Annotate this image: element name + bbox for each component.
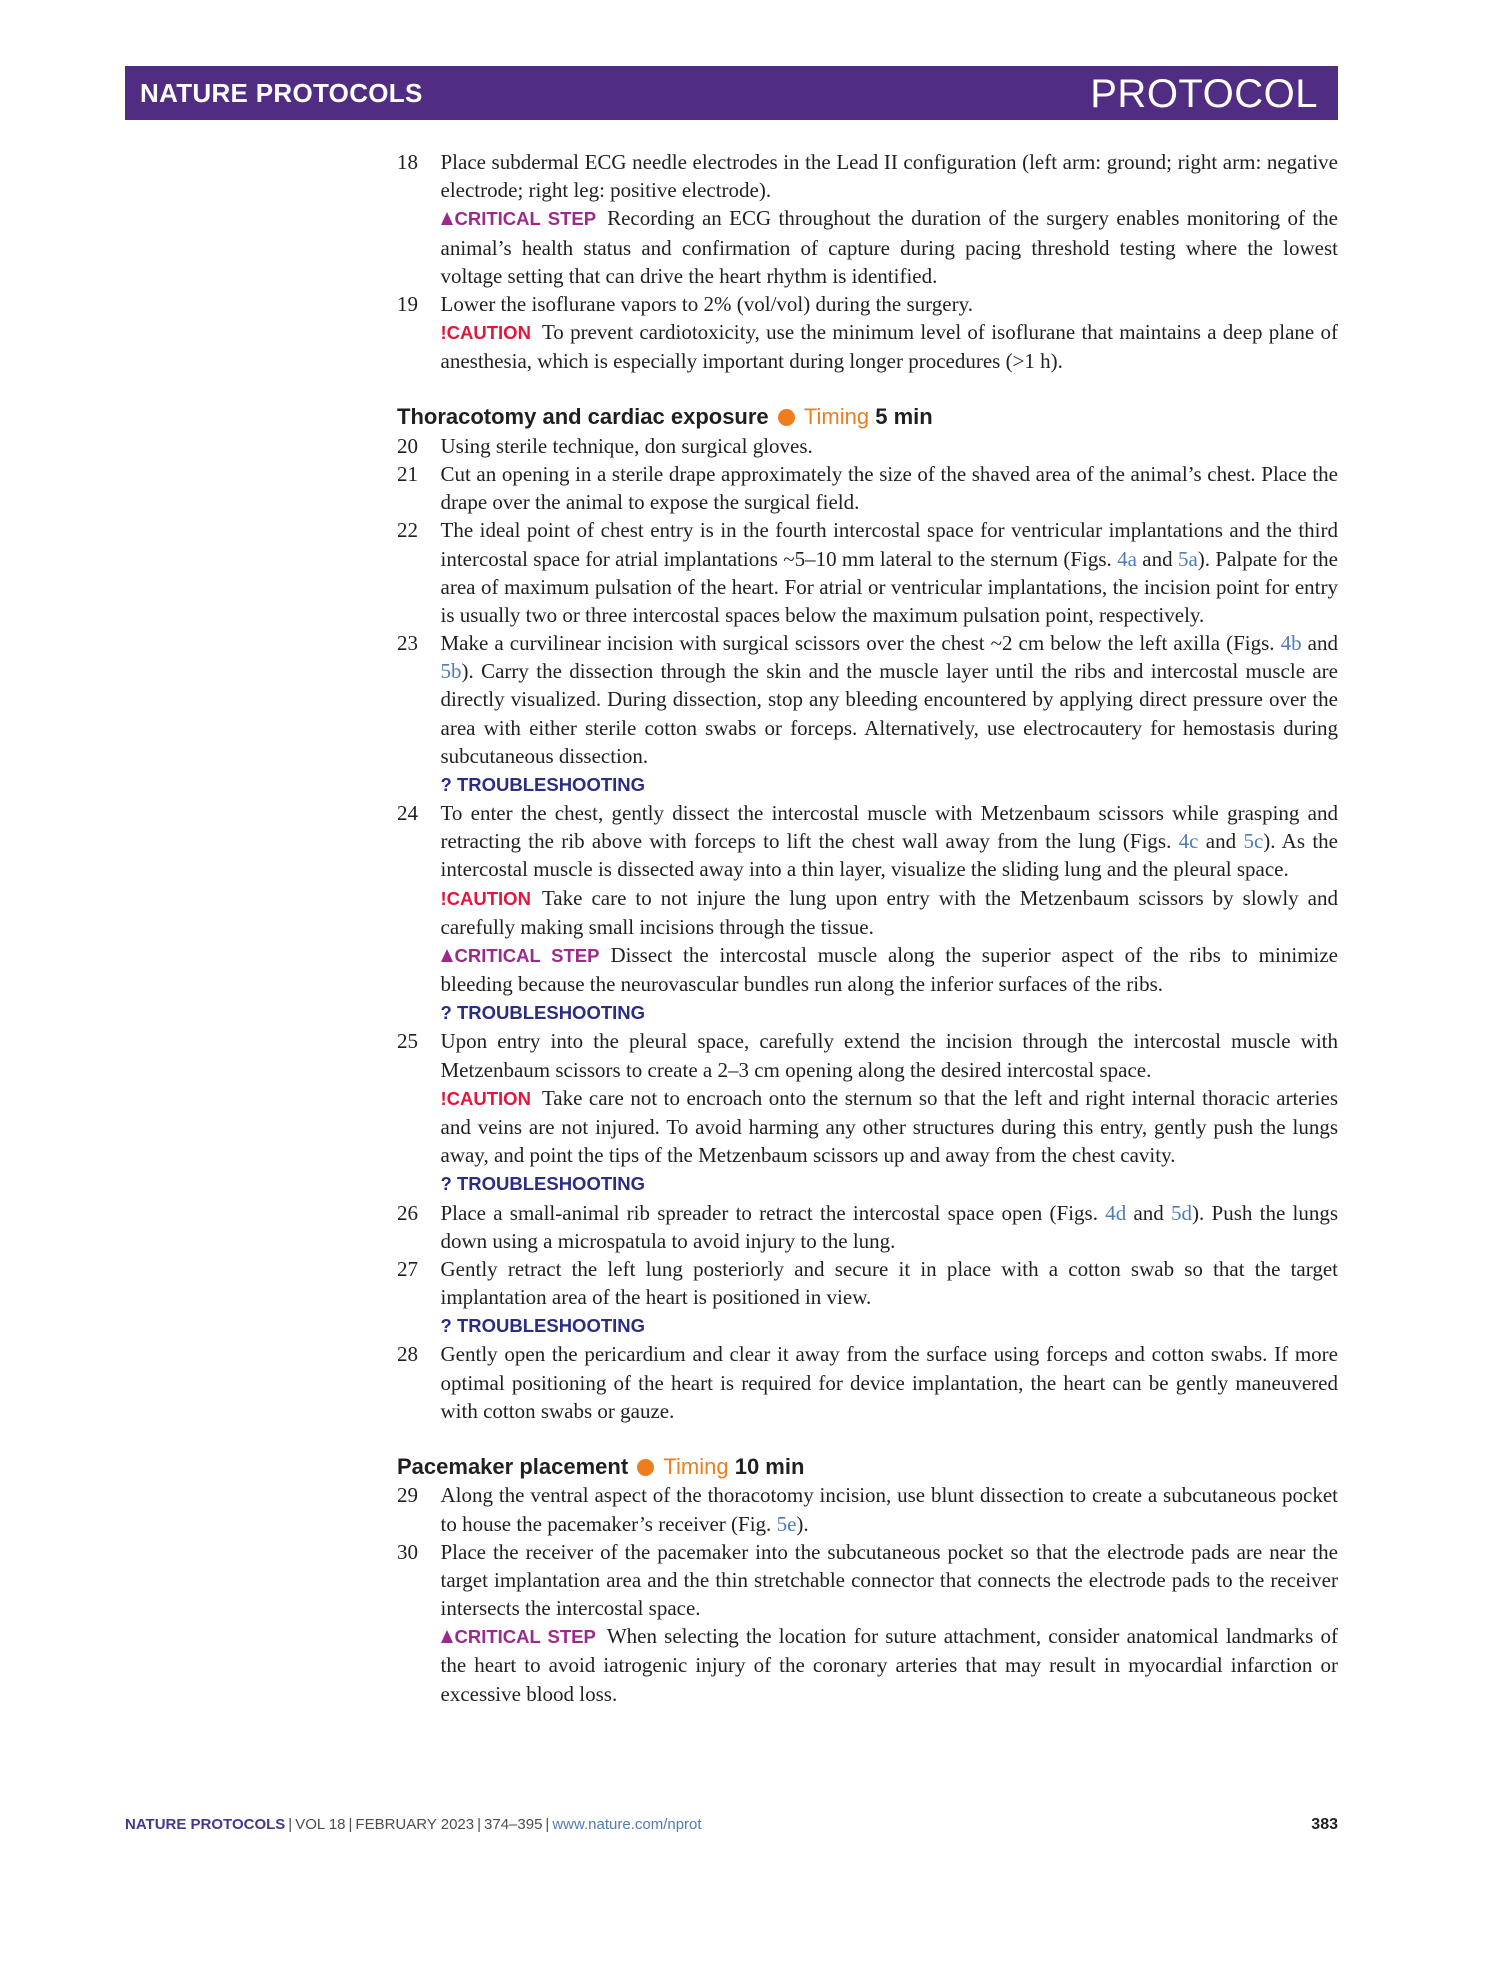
- step-text: To prevent cardiotoxicity, use the minimum level of isoflurane that maintains a deep plane of anesthesia, which is especially important during longer procedures (>1 h).: [440, 320, 1338, 374]
- step-text: Gently open the pericardium and clear it away from the surface using forceps and cotton swabs. If more optimal positioning of the heart is required for device implantation, the heart can be gently maneuvered with cotton swabs or gauze.: [440, 1342, 1338, 1423]
- section-title: Thoracotomy and cardiac exposure: [397, 404, 769, 430]
- item-text: [441, 1481, 1339, 1537]
- item-text: [441, 941, 1339, 998]
- footer-volume: VOL 18: [295, 1816, 346, 1833]
- step-25: [397, 1027, 1338, 1083]
- critical-label-text: CRITICAL STEP: [454, 944, 600, 966]
- figure-link[interactable]: 4d: [1105, 1200, 1127, 1225]
- step-number: 22: [397, 518, 418, 543]
- caution-label: [441, 322, 531, 343]
- step-number: 29: [397, 1483, 418, 1508]
- item-text: [441, 204, 1339, 290]
- critical-label: [441, 945, 600, 966]
- critical-note: [397, 1622, 1338, 1708]
- caution-note: [397, 884, 1338, 941]
- timing-dot-icon: [778, 409, 795, 426]
- section-heading: [397, 403, 1338, 432]
- troubleshooting-label: [441, 1002, 646, 1023]
- step-number: 24: [397, 801, 418, 826]
- step-text: Take care to not injure the lung upon entry with the Metzenbaum scissors by slowly and carefully making small incisions through the tissue.: [440, 885, 1338, 939]
- critical-label: [441, 1626, 596, 1647]
- item-text: [441, 516, 1339, 629]
- footer-separator: |: [288, 1816, 293, 1833]
- footer-date: FEBRUARY 2023: [355, 1816, 475, 1833]
- figure-link[interactable]: 4b: [1280, 631, 1302, 656]
- step-text: and: [1198, 829, 1244, 854]
- step-text: ). Carry the dissection through the skin and the muscle layer until the ribs and intercostal muscle are directly visualized. During dissection, stop any bleeding encountered by applying direct pressure over the area with either sterile cotton swabs or forceps. Alternatively, use electrocautery for hemostasis during subcutaneous dissection.: [440, 659, 1338, 768]
- step-text: Gently retract the left lung posteriorly and secure it in place with a cotton swab so that the target implantation area of the heart is positioned in view.: [440, 1256, 1338, 1310]
- item-text: [441, 460, 1339, 516]
- item-text: [441, 1311, 1339, 1340]
- item-text: [441, 148, 1339, 204]
- caution-label-text: !CAUTION: [440, 1087, 531, 1109]
- step-19: [397, 290, 1338, 318]
- item-text: [441, 799, 1339, 884]
- step-number: 30: [397, 1539, 418, 1564]
- step-text: and: [1301, 631, 1338, 656]
- troubleshooting-note: [397, 1311, 1338, 1340]
- timing-label: Timing: [663, 1453, 729, 1479]
- critical-note: [397, 941, 1338, 998]
- step-number: 19: [397, 291, 418, 316]
- figure-link[interactable]: 5d: [1171, 1200, 1193, 1225]
- item-text: [441, 1255, 1339, 1311]
- caution-label: [441, 888, 531, 909]
- footer-citation: [125, 1814, 702, 1836]
- section-title: Pacemaker placement: [397, 1453, 629, 1479]
- step-number: 23: [397, 631, 418, 656]
- warning-triangle-icon: [441, 1630, 453, 1643]
- item-text: [441, 1169, 1339, 1198]
- step-text: Take care not to encroach onto the sternum so that the left and right internal thoracic arteries and veins are not injured. To avoid harming any other structures during this entry, gently push the lungs away, and point the tips of the Metzenbaum scissors up and away from the chest cavity.: [440, 1085, 1338, 1168]
- step-text: Upon entry into the pleural space, carefully extend the incision through the intercostal muscle with Metzenbaum scissors to create a 2–3 cm opening along the desired intercostal space.: [440, 1029, 1338, 1082]
- item-text: [441, 432, 1339, 460]
- step-text: When selecting the location for suture attachment, consider anatomical landmarks of the heart to avoid iatrogenic injury of the coronary arteries that may result in myocardial infarction or excessive blood loss.: [440, 1624, 1338, 1706]
- step-28: [397, 1340, 1338, 1425]
- step-number: 25: [397, 1029, 418, 1054]
- step-text: Cut an opening in a sterile drape approximately the size of the shaved area of the animal’s chest. Place the drape over the animal to expose the surgical field.: [440, 462, 1338, 515]
- item-text: [441, 1084, 1339, 1170]
- article-type: PROTOCOL: [1090, 72, 1318, 116]
- step-text: ). As the intercostal muscle is dissected away into a thin layer, visualize the sliding lung and the pleural space.: [440, 829, 1338, 882]
- step-text: Recording an ECG throughout the duration of the surgery enables monitoring of the animal’s health status and confirmation of capture during pacing threshold testing where the lowest voltage setting that can drive the heart rhythm is identified.: [440, 206, 1339, 288]
- journal-name: NATURE PROTOCOLS: [140, 78, 423, 108]
- step-text: and: [1136, 546, 1178, 571]
- step-text: Place a small-animal rib spreader to retract the intercostal space open (Figs.: [440, 1200, 1106, 1225]
- step-text: Make a curvilinear incision with surgical scissors over the chest ~2 cm below the left axilla (Figs.: [440, 631, 1281, 656]
- item-text: [441, 290, 1339, 318]
- step-number: 28: [397, 1342, 418, 1367]
- item-text: [441, 1538, 1339, 1623]
- timing-dot-icon: [637, 1459, 654, 1476]
- step-text: ). Palpate for the area of maximum pulsation of the heart. For atrial or ventricular implantations, the incision point for entry is usually two or three intercostal spaces below the maximum pulsation point, respectively.: [440, 546, 1338, 627]
- troubleshooting-note: [397, 770, 1338, 799]
- figure-link[interactable]: 5b: [440, 659, 462, 684]
- step-text: Place the receiver of the pacemaker into the subcutaneous pocket so that the electrode pads are near the target implantation area and the thin stretchable connector that connects the electrode pads to the receiver intersects the intercostal space.: [440, 1539, 1338, 1621]
- step-24: [397, 799, 1338, 884]
- step-number: 21: [397, 462, 418, 487]
- step-text: Using sterile technique, don surgical gloves.: [440, 433, 813, 458]
- step-21: [397, 460, 1338, 516]
- step-text: and: [1126, 1200, 1172, 1225]
- critical-label-text: CRITICAL STEP: [454, 208, 597, 230]
- step-text: ).: [796, 1511, 809, 1536]
- step-number: 18: [397, 150, 418, 174]
- troubleshooting-label-text: ? TROUBLESHOOTING: [440, 773, 646, 795]
- step-18: [397, 148, 1338, 204]
- troubleshooting-note: [397, 998, 1338, 1027]
- troubleshooting-label-text: ? TROUBLESHOOTING: [440, 1173, 646, 1195]
- item-text: [441, 884, 1339, 941]
- critical-label-text: CRITICAL STEP: [454, 1626, 596, 1648]
- footer-separator: |: [477, 1816, 482, 1833]
- footer-separator: |: [545, 1816, 550, 1833]
- page-header: [125, 66, 1338, 120]
- item-text: [441, 1027, 1339, 1083]
- figure-link[interactable]: 5c: [1243, 829, 1264, 854]
- timing-label: Timing: [803, 404, 870, 430]
- critical-label: [441, 208, 597, 229]
- troubleshooting-label: [441, 774, 646, 795]
- critical-note: [397, 204, 1338, 290]
- step-22: [397, 516, 1338, 629]
- figure-link[interactable]: 5e: [776, 1511, 797, 1536]
- figure-link[interactable]: 4c: [1178, 829, 1199, 854]
- timing-value: 5 min: [875, 404, 933, 430]
- item-text: [441, 1199, 1339, 1255]
- procedure-section: [397, 148, 1338, 375]
- item-text: [441, 1340, 1339, 1425]
- warning-triangle-icon: [441, 949, 453, 962]
- caution-label: [441, 1088, 531, 1109]
- step-23: [397, 629, 1338, 770]
- item-text: [441, 629, 1339, 770]
- page-footer: [125, 1814, 1338, 1836]
- step-number: 26: [397, 1200, 418, 1225]
- troubleshooting-label-text: ? TROUBLESHOOTING: [440, 1315, 646, 1337]
- section-heading: [397, 1453, 1338, 1482]
- caution-label-text: !CAUTION: [440, 322, 531, 344]
- footer-journal: NATURE PROTOCOLS: [125, 1816, 286, 1833]
- footer-separator: |: [348, 1816, 353, 1833]
- caution-label-text: !CAUTION: [440, 887, 531, 909]
- troubleshooting-label: [441, 1173, 646, 1194]
- caution-note: [397, 1084, 1338, 1170]
- footer-pages: 374–395: [484, 1816, 543, 1833]
- item-text: [441, 770, 1339, 799]
- item-text: [441, 998, 1339, 1027]
- step-number: 20: [397, 433, 418, 458]
- step-20: [397, 432, 1338, 460]
- troubleshooting-label-text: ? TROUBLESHOOTING: [440, 1002, 646, 1024]
- timing-value: 10 min: [734, 1453, 805, 1479]
- step-26: [397, 1199, 1338, 1255]
- step-text: Along the ventral aspect of the thoracotomy incision, use blunt dissection to create a subcutaneous pocket to house the pacemaker’s receiver (Fig.: [440, 1483, 1338, 1536]
- caution-note: [397, 318, 1338, 375]
- item-text: [441, 1622, 1339, 1708]
- step-text: Dissect the intercostal muscle along the superior aspect of the ribs to minimize bleeding because the neurovascular bundles run along the inferior surfaces of the ribs.: [440, 942, 1338, 997]
- troubleshooting-note: [397, 1169, 1338, 1198]
- step-30: [397, 1538, 1338, 1623]
- item-text: [441, 318, 1339, 375]
- step-text: Place subdermal ECG needle electrodes in the Lead II configuration (left arm: ground; right arm: negative electrode; right leg: positive electrode).: [440, 150, 1338, 203]
- figure-link[interactable]: 4a: [1117, 546, 1137, 571]
- footer-url-link[interactable]: www.nature.com/nprot: [552, 1816, 702, 1833]
- step-27: [397, 1255, 1338, 1311]
- page-number: 383: [1311, 1816, 1338, 1833]
- warning-triangle-icon: [441, 212, 453, 225]
- step-text: To enter the chest, gently dissect the intercostal muscle with Metzenbaum scissors while grasping and retracting the rib above with forceps to lift the chest wall away from the lung (Figs.: [440, 801, 1338, 854]
- step-text: ). Push the lungs down using a microspatula to avoid injury to the lung.: [440, 1200, 1339, 1253]
- step-text: Lower the isoflurane vapors to 2% (vol/vol) during the surgery.: [440, 291, 973, 316]
- procedure-section: [397, 1453, 1338, 1708]
- step-29: [397, 1481, 1338, 1537]
- protocol-procedure: [397, 148, 1338, 1708]
- troubleshooting-label: [441, 1315, 646, 1336]
- step-text: The ideal point of chest entry is in the fourth intercostal space for ventricular implantations and the third intercostal space for atrial implantations ~5–10 mm lateral to the sternum (Figs.: [440, 518, 1338, 571]
- figure-link[interactable]: 5a: [1177, 546, 1198, 571]
- procedure-section: [397, 403, 1338, 1425]
- step-number: 27: [397, 1256, 418, 1281]
